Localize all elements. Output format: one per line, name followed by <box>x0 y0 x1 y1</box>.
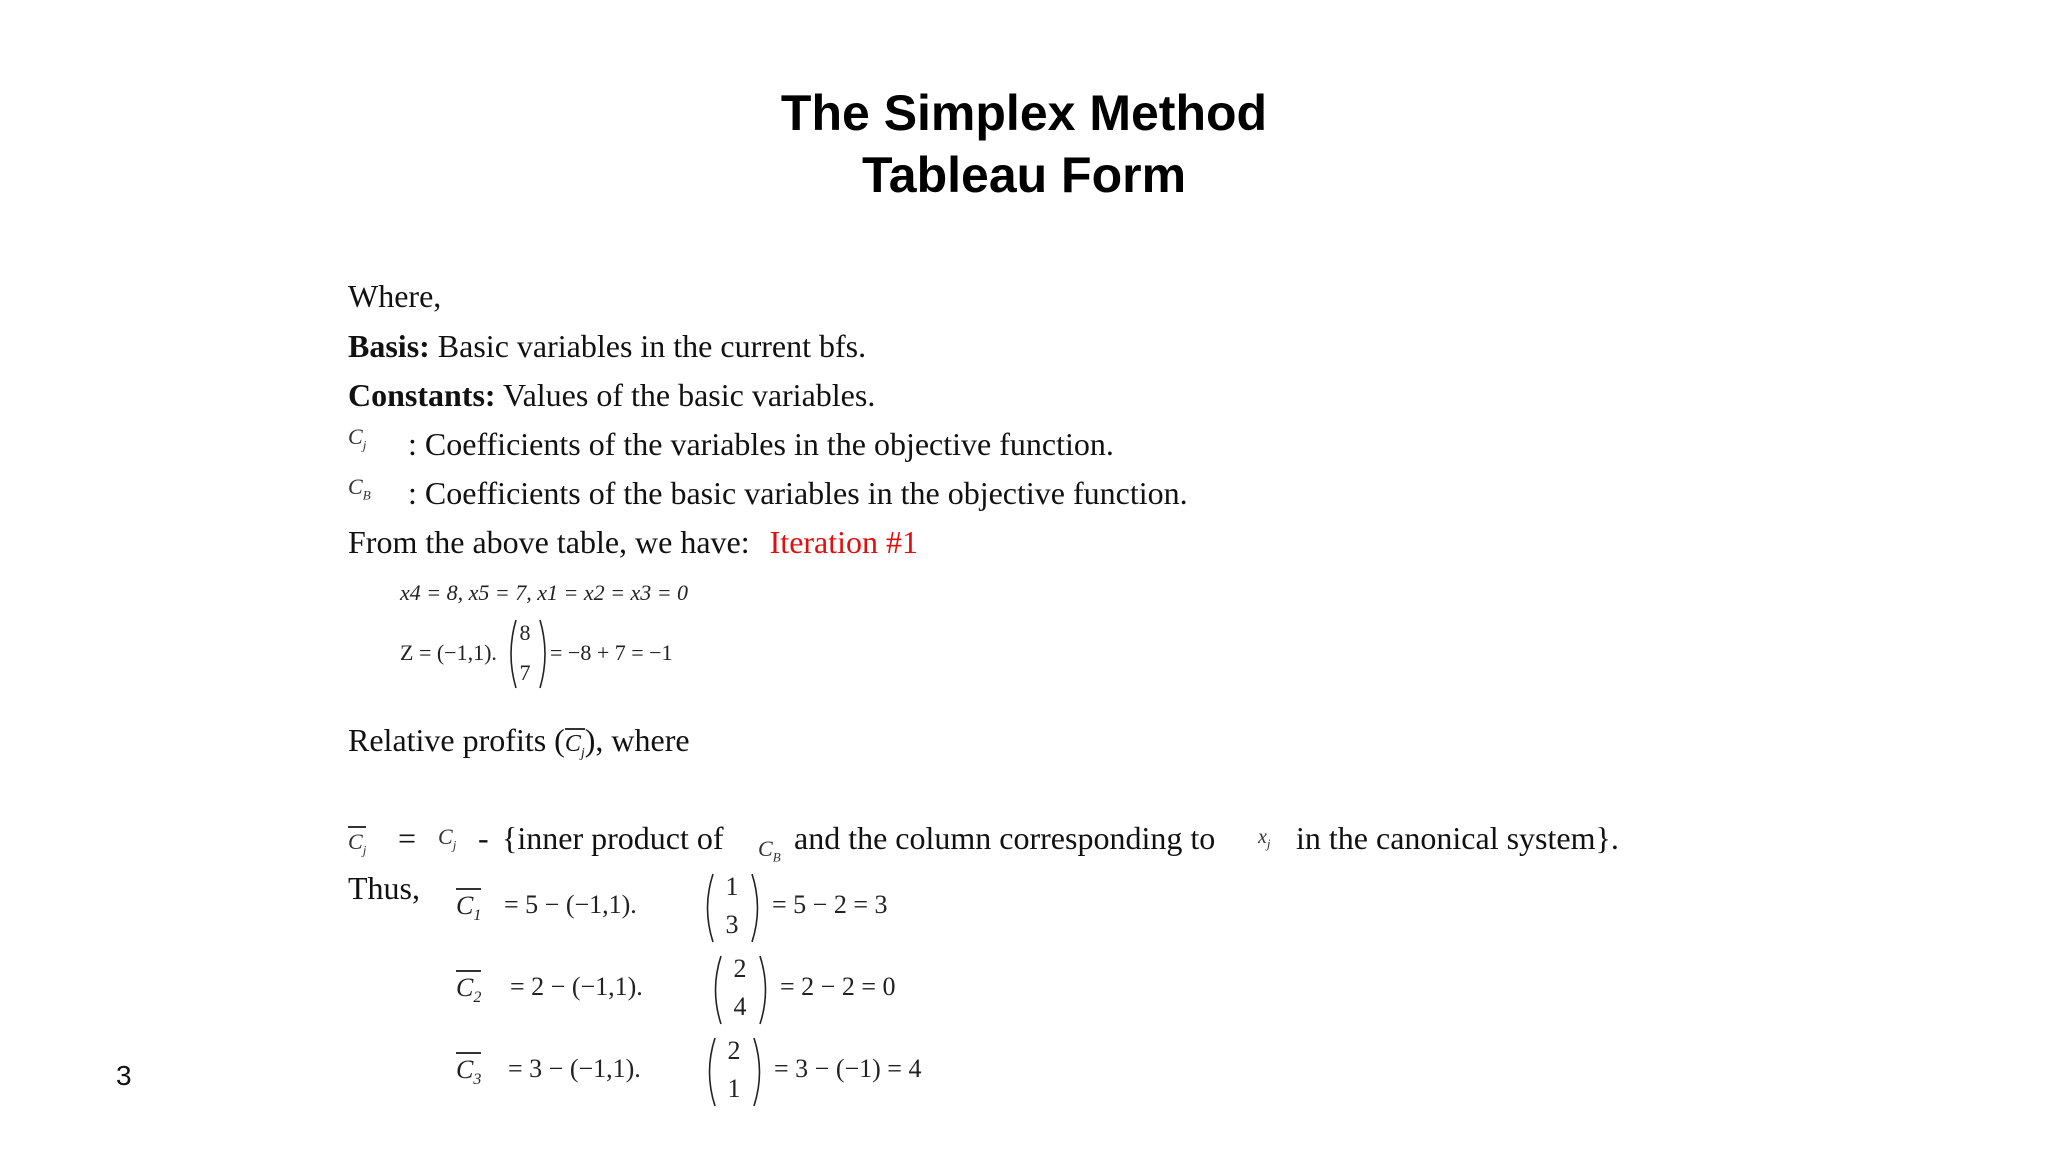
def-part1: {inner product of <box>502 820 724 856</box>
relative-prefix: Relative profits ( <box>348 722 565 758</box>
z-vector-top: 8 <box>519 620 531 645</box>
relative-suffix: ), where <box>584 722 690 758</box>
def-constants <box>348 377 875 414</box>
def-equals: = <box>398 820 417 856</box>
c1-vector-top: 1 <box>725 872 739 901</box>
c1-rhs: = 5 − 2 = 3 <box>772 890 888 919</box>
def-part3: in the canonical system}. <box>1296 820 1619 856</box>
def-basis <box>348 328 866 365</box>
cj-bar-lhs: $C_j$ <box>348 826 366 858</box>
c3-rhs: = 3 − (−1) = 4 <box>774 1054 922 1083</box>
c3-vector-top: 2 <box>727 1036 741 1065</box>
c2-bar-symbol: $C_2$ <box>456 970 481 1007</box>
def-basis-term: Basis: <box>348 328 430 364</box>
cj-rhs-symbol: $C_j$ <box>438 824 457 853</box>
c2-lhs: = 2 − (−1,1). <box>510 972 643 1001</box>
def-part2: and the column corresponding to <box>794 820 1216 856</box>
c1-bar-symbol: $C_1$ <box>456 888 481 925</box>
cj-bar-symbol: $C_j$ <box>565 728 585 757</box>
thus-label: Thus, <box>348 870 420 906</box>
z-lhs: Z = (−1,1). <box>400 640 497 665</box>
xj-inline-symbol: $x_j$ <box>1258 826 1271 851</box>
c1-vector-bottom: 3 <box>725 910 739 939</box>
def-cb-text: : Coefficients of the basic variables in the objective function. <box>408 475 1188 511</box>
z-rhs: = −8 + 7 = −1 <box>550 640 673 665</box>
cj-symbol: $C_j$ <box>348 424 367 453</box>
bfs-equation: x4 = 8, x5 = 7, x1 = x2 = x3 = 0 <box>400 580 689 605</box>
def-cj-text: : Coefficients of the variables in the objective function. <box>408 426 1114 462</box>
relative-profits-line <box>348 722 690 762</box>
c2-rhs: = 2 − 2 = 0 <box>780 972 896 1001</box>
cb-symbol: $C_B$ <box>348 474 371 503</box>
intro-text: Where, <box>348 278 442 314</box>
from-table-line <box>348 524 918 561</box>
from-table-text: From the above table, we have: <box>348 524 750 560</box>
c3-bar-symbol: $C_3$ <box>456 1052 481 1089</box>
def-basis-text: Basic variables in the current bfs. <box>429 328 867 364</box>
page-number: 3 <box>116 1060 132 1091</box>
def-minus: - <box>478 820 489 856</box>
cb-inline-symbol: $C_B$ <box>758 836 781 865</box>
def-constants-text: Values of the basic variables. <box>495 377 876 413</box>
slide-title-line2: Tableau Form <box>861 147 1187 203</box>
c1-lhs: = 5 − (−1,1). <box>504 890 637 919</box>
c3-vector-bottom: 1 <box>727 1074 741 1103</box>
slide-title-line1: The Simplex Method <box>780 85 1268 141</box>
c2-vector-bottom: 4 <box>733 992 747 1021</box>
z-vector-bottom: 7 <box>519 660 531 685</box>
c2-vector-top: 2 <box>733 954 747 983</box>
iteration-label: Iteration #1 <box>769 524 919 560</box>
c3-lhs: = 3 − (−1,1). <box>508 1054 641 1083</box>
def-constants-term: Constants: <box>348 377 496 413</box>
